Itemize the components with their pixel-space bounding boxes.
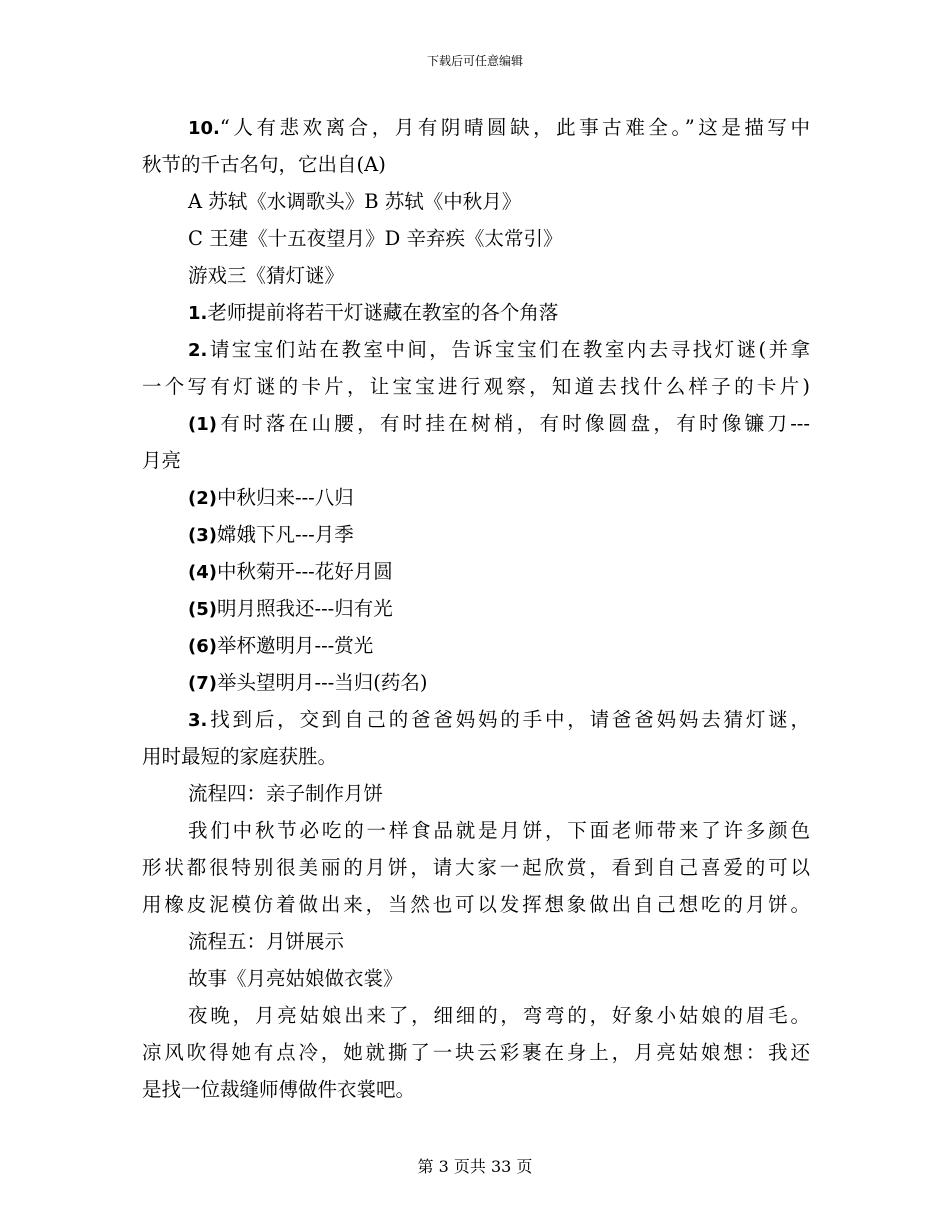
page-footer: 第 3 页共 33 页 — [417, 1157, 533, 1176]
step-2-text: 请宝宝们站在教室中间，告诉宝宝们在教室内去寻找灯谜(并拿 — [207, 338, 810, 361]
process-4-line-1: 我们中秋节必吃的一样食品就是月饼，下面老师带来了许多颜色 — [188, 819, 810, 842]
page-header: 下载后可任意编辑 — [426, 54, 523, 68]
question-10-line-2: 秋节的千古名句，它出自(A) — [142, 153, 386, 176]
riddle-6 — [142, 627, 810, 664]
document-body — [142, 109, 810, 1108]
question-10-number: 10. — [188, 118, 220, 139]
process-5-title: 流程五：月饼展示 — [188, 930, 345, 953]
step-3-text: 找到后，交到自己的爸爸妈妈的手中，请爸爸妈妈去猜灯谜， — [207, 708, 810, 731]
game-3-step-3-line-1 — [142, 701, 810, 738]
question-10-options-ab: A 苏轼《水调歌头》B 苏轼《中秋月》 — [188, 190, 522, 213]
riddle-7-number: (7) — [188, 673, 217, 694]
riddle-4 — [142, 553, 810, 590]
question-10-options-cd: C 王建《十五夜望月》D 辛弃疾《太常引》 — [188, 227, 563, 250]
step-1-text: 老师提前将若干灯谜藏在教室的各个角落 — [207, 301, 559, 324]
step-3-number: 3. — [188, 710, 208, 731]
riddle-2-text: 中秋归来---八归 — [216, 486, 354, 509]
story-line-3: 是找一位裁缝师傅做件衣裳吧。 — [142, 1078, 416, 1101]
riddle-6-number: (6) — [188, 636, 217, 657]
question-10-line-1 — [142, 109, 810, 146]
riddle-2 — [142, 479, 810, 516]
riddle-3-text: 嫦娥下凡---月季 — [216, 523, 354, 546]
game-3-step-3-line-2: 用时最短的家庭获胜。 — [142, 745, 338, 768]
riddle-2-number: (2) — [188, 488, 217, 509]
riddle-1-line-2: 月亮 — [142, 449, 182, 472]
riddle-1-number: (1) — [188, 414, 217, 435]
riddle-5-number: (5) — [188, 599, 217, 620]
riddle-7-text: 举头望明月---当归(药名) — [216, 671, 428, 694]
riddle-1-text: 有时落在山腰，有时挂在树梢，有时像圆盘，有时像镰刀--- — [216, 412, 810, 435]
riddle-1-line-1 — [142, 405, 810, 442]
question-10-text: “人有悲欢离合，月有阴晴圆缺，此事古难全。”这是描写中 — [219, 116, 810, 139]
step-2-number: 2. — [188, 340, 208, 361]
riddle-5 — [142, 590, 810, 627]
game-3-step-2-line-1 — [142, 331, 810, 368]
story-title: 故事《月亮姑娘做衣裳》 — [188, 967, 403, 990]
process-4-line-2: 形状都很特别很美丽的月饼，请大家一起欣赏，看到自己喜爱的可以 — [142, 856, 810, 879]
riddle-5-text: 明月照我还---归有光 — [216, 597, 393, 620]
step-1-number: 1. — [188, 303, 208, 324]
story-line-1: 夜晚，月亮姑娘出来了，细细的，弯弯的，好象小姑娘的眉毛。 — [188, 1004, 810, 1027]
process-4-title: 流程四：亲子制作月饼 — [188, 782, 384, 805]
riddle-4-text: 中秋菊开---花好月圆 — [216, 560, 393, 583]
game-3-step-2-line-2: 一个写有灯谜的卡片，让宝宝进行观察，知道去找什么样子的卡片) — [142, 375, 810, 398]
game-3-title: 游戏三《猜灯谜》 — [188, 264, 345, 287]
story-line-2: 凉风吹得她有点冷，她就撕了一块云彩裹在身上，月亮姑娘想：我还 — [142, 1041, 810, 1064]
riddle-3-number: (3) — [188, 525, 217, 546]
riddle-7 — [142, 664, 810, 701]
riddle-4-number: (4) — [188, 562, 217, 583]
game-3-step-1 — [142, 294, 810, 331]
riddle-6-text: 举杯邀明月---赏光 — [216, 634, 374, 657]
riddle-3 — [142, 516, 810, 553]
process-4-line-3: 用橡皮泥模仿着做出来，当然也可以发挥想象做出自己想吃的月饼。 — [142, 893, 810, 916]
